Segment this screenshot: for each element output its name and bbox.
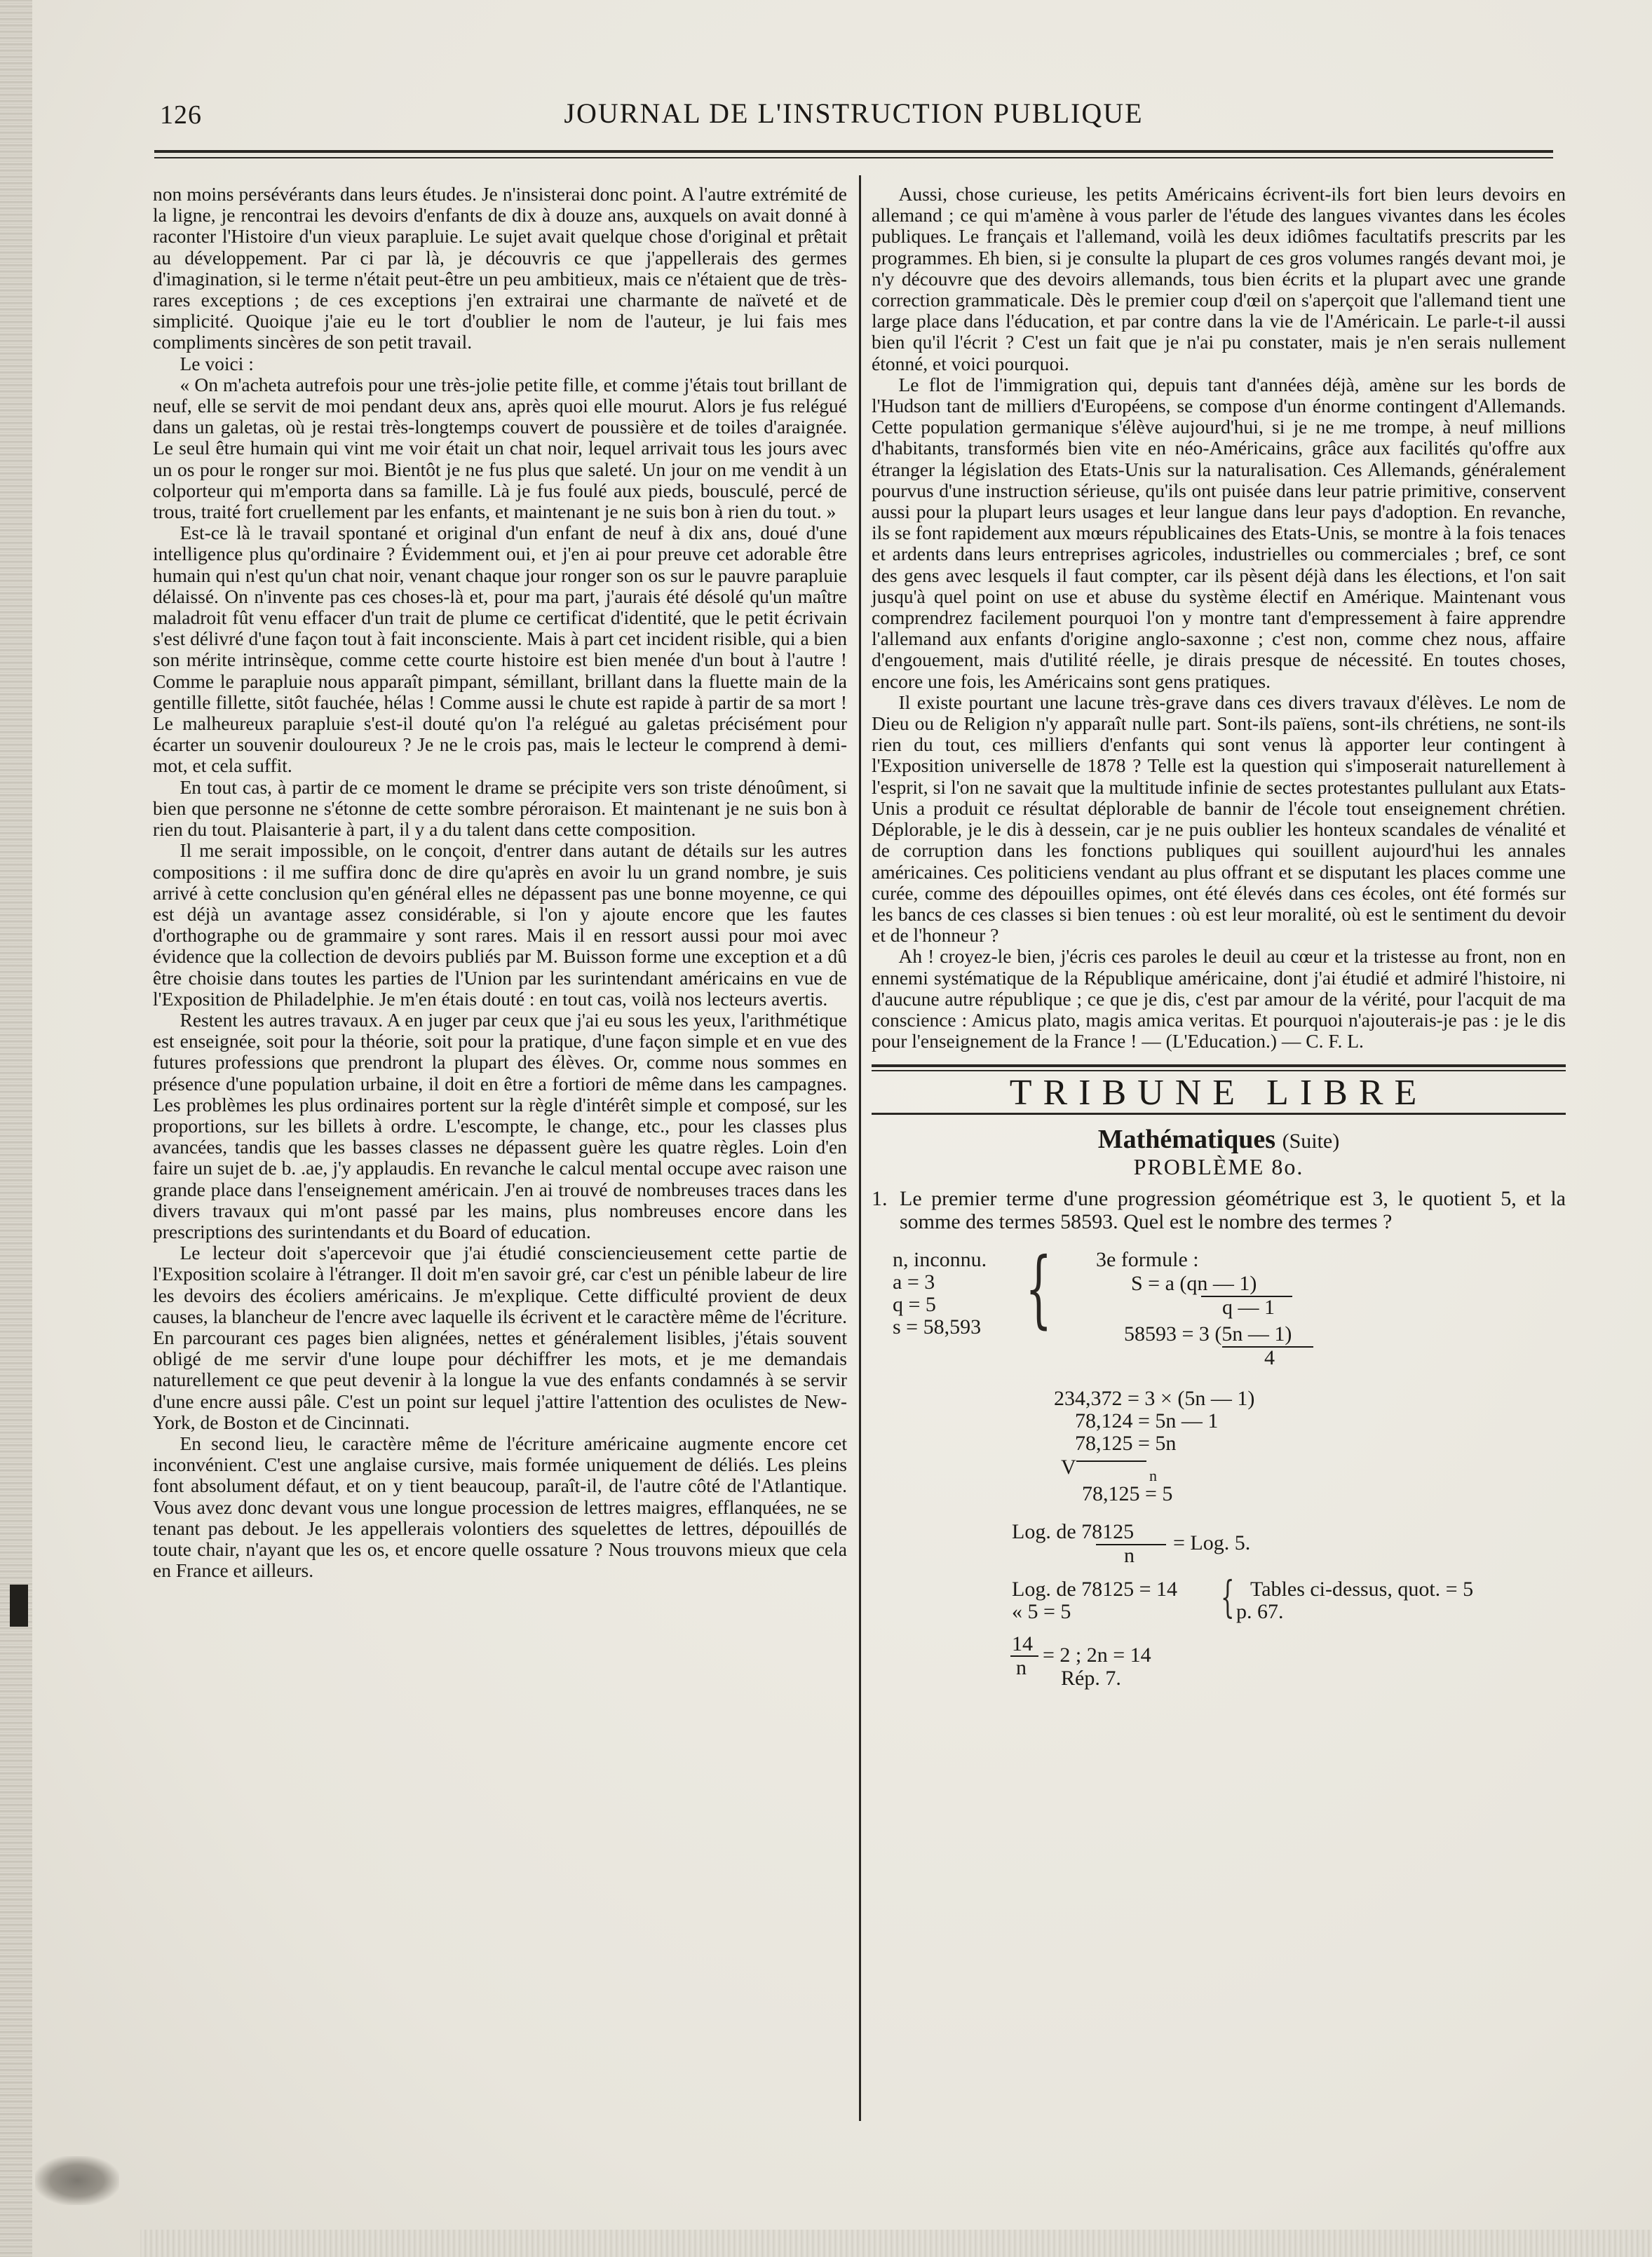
problem-number: 1. <box>872 1186 888 1210</box>
log-a-den: n <box>1124 1543 1135 1567</box>
log-b-note2: p. 67. <box>1236 1599 1284 1623</box>
paragraph: Le lecteur doit s'apercevoir que j'ai étudié consciencieusement cette partie de l'Exposition scolaire à l'étranger. Il doit m'en savoir gré, car c'est un pénible labeur de lire les devoirs des écoliers américains. Je m'explique. Cette difficulté provient de deux causes, la blancheur de l'encre avec laquelle ils écrivent et le caractère même de l'écriture. En parcourant ces pages bien alignées, nettes et généralement lisibles, j'étais souvent obligé de me servir d'une loupe pour déchiffrer les mots, et je me demandais naturellement ce que peut devenir à la longue la vue des enfants condamnés à se servir d'une encre aussi pâle. C'est un point sur lequel j'attire l'attention des oculistes de New-York, de Boston et de Cincinnati. <box>153 1242 847 1433</box>
header-rule <box>154 150 1553 158</box>
page-number: 126 <box>160 100 202 130</box>
paragraph: Ah ! croyez-le bien, j'écris ces paroles le deuil au cœur et la tristesse au front, non en ennemi systématique de la République américaine, dont j'ai étudié et admiré l'histoire, ni d'aucune autre république ; ce que je dis, c'est par amour de la vérité, pour l'acquit de ma conscience : Amicus plato, magis amica veritas. Et pourquoi n'ajouterais-je pas : je le dis pour l'enseignement de la France ! — (L'Education.) — C. F. L. <box>872 945 1566 1052</box>
section-title-text: Mathématiques <box>1097 1124 1276 1154</box>
paragraph: Il me serait impossible, on le conçoit, d'entrer dans autant de détails sur les autres compositions : il me suffira donc de dire qu'après en avoir lu un grand nombre, je suis arrivé à cette conclusion qu'en général elles ne dépassent pas une bonne moyenne, ce qui est déjà un avantage assez considérable, si l'on y ajoute encore que les fautes d'orthographe ou de grammaire y sont rares. Mais il en ressort aussi pour moi avec évidence que la collection de devoirs publiés par M. Buisson forme une exception et a dû être choisie dans toutes les parties de l'Union par les surintendant américains en vue de l'Exposition de Philadelphie. Je m'en étais douté : en tout cas, voilà nos lecteurs avertis. <box>153 839 847 1010</box>
binding-edge <box>0 0 32 2257</box>
substitution: 58593 = 3 (5n — 1) <box>1124 1322 1292 1346</box>
paragraph: Aussi, chose curieuse, les petits Américains écrivent-ils fort bien leurs devoirs en allemand ; ce qui m'amène à vous parler de l'étude des langues vivantes dans les écoles publiques. Le français et l'allemand, voilà les deux idiômes facultatifs prescrits par les programmes. Eh bien, si je consulte la plupart de ces gros volumes rangés devant moi, je n'y découvre que des devoirs allemands, tous bien écrits et la plupart avec une grande correction grammaticale. Dès le premier coup d'œil on s'aperçoit que l'allemand tient une large place dans l'éducation, et par contre dans la vie de l'Américain. Le parle-t-il aussi bien qu'il l'écrit ? C'est un fait que je n'ai pu constater, mais je n'en serais nullement étonné, et voici pourquoi. <box>872 183 1566 374</box>
step-1: 234,372 = 3 × (5n — 1) <box>1054 1386 1255 1410</box>
paragraph: En tout cas, à partir de ce moment le drame se précipite vers son triste dénoûment, si bien que personne ne s'étonne de cette sombre péroraison. Et maintenant je ne suis bon à rien du tout. Plaisanterie à part, il y a du talent dans cette composition. <box>153 775 847 841</box>
substitution-den: 4 <box>1264 1346 1275 1369</box>
margin-mark <box>10 1585 28 1627</box>
paragraph: Le flot de l'immigration qui, depuis tant d'années déjà, amène sur les bords de l'Hudson tant de milliers d'Européens, se compose d'un énorme contingent d'Allemands. Cette population germanique s'élève aujourd'hui, si je ne me trompe, à neuf millions d'habitants, transformés bien vite en néo-Américains, grâce aux facilités qu'offre aux étranger la législation des Etats-Unis sur la naturalisation. Ces Allemands, généralement pourvus d'une instruction sérieuse, qu'ils ont puisée dans leur patrie primitive, conservent aussi pour la plupart leurs usages et leur langue dans leur pays d'adoption. En revanche, ils se font rapidement aux mœurs républicaines des Etats-Unis, se montre à la fois tenaces et ardents dans leurs entreprises agricoles, industrielles ou commerciales ; bref, ce sont des gens avec lesquels il faut compter, car ils pèsent déjà dans les élections, et l'on sait jusqu'à quel point on use et abuse du système électif en Amérique. Maintenant vous comprendrez facilement pourquoi l'on y montre tant d'empressement à faire apprendre l'allemand aux enfants d'origine anglo-saxonne ; c'est non, comme chez nous, affaire d'engouement, mais d'utilité réelle, je dirais presque de nécessité. En toutes choses, encore une fois, les Américains sont gens pratiques. <box>872 373 1566 692</box>
final-frac-num: 14 <box>1012 1632 1033 1655</box>
paragraph: « On m'acheta autrefois pour une très-jolie petite fille, et comme j'étais tout brillant de neuf, elle se servit de moi pendant deux ans, après quoi elle mourut. Alors je fus relégué dans un galetas, où je restai très-longtemps couvert de poussière et de toiles d'araignée. Le seul être humain qui vint me voir était un chat noir, lequel arrivait tous les jours avec un os pour le ronger sur moi. Bientôt je ne fus plus que saleté. Un jour on me vendit à un colporteur qui m'emporta dans sa famille. Là je fus foulé aux pieds, bousculé, percé de trous, traité fort cruellement par les enfants, et maintenant je ne suis bon à rien du tout. » <box>153 373 847 523</box>
section-separator <box>872 1064 1566 1071</box>
formula-lhs: S = a (qn — 1) <box>1131 1271 1257 1295</box>
paragraph: non moins persévérants dans leurs études. Je n'insisterai donc point. A l'autre extrémité de la ligne, je rencontrai les devoirs d'enfants de dix à douze ans, auxquels on avait donné à raconter l'Histoire d'un vieux parapluie. Le sujet avait quelque chose d'original et prêtait au développement. Par ci par là, je découvris ce que j'appellerais des germes d'imagination, si le terme n'était peut-être un peu ambitieux, mais ce n'étaient que de très-rares exceptions ; de ces exceptions j'en extrairai une charmante de naïveté et de simplicité. Quoique j'aie eu le tort d'oublier le nom de l'auteur, je lui fais mes compliments sincères de son petit travail. <box>153 183 847 353</box>
formula-label: 3e formule : <box>1096 1247 1199 1271</box>
journal-title: JOURNAL DE L'INSTRUCTION PUBLIQUE <box>564 97 1144 129</box>
given-n: n, inconnu. <box>893 1247 987 1271</box>
formula-den: q — 1 <box>1222 1295 1275 1319</box>
step-2: 78,124 = 5n — 1 <box>1075 1409 1219 1432</box>
given-q: q = 5 <box>893 1292 936 1316</box>
root-symbol: V <box>1061 1455 1076 1479</box>
problem-title: PROBLÈME 8o. <box>1133 1153 1304 1179</box>
final-frac-den: n <box>1016 1655 1027 1679</box>
problem-statement <box>872 1187 1566 1233</box>
column-divider <box>859 175 861 2121</box>
log-b-line2: « 5 = 5 <box>1012 1599 1071 1623</box>
ink-stain <box>35 2156 119 2205</box>
paragraph: En second lieu, le caractère même de l'écriture américaine augmente encore cet inconvénient. C'est une anglaise cursive, mais formée uniquement de déliés. Les pleins font absolument défaut, et on y tient beaucoup, paraît-il, de l'autre côté de l'Atlantique. Vous avez donc devant vous une longue procession de lettres maigres, efflanquées, ne se tenant pas debout. Je les appellerais volontiers des squelettes de lettres, dépouillés de toute chair, n'ayant que les os, et encore quelle ossature ? Nous trouvons mieux que cela en France et ailleurs. <box>153 1432 847 1582</box>
math-solution <box>872 1233 1566 1682</box>
given-brace: { <box>1025 1240 1052 1338</box>
log-b-line1: Log. de 78125 = 14 <box>1012 1577 1178 1601</box>
left-column <box>153 184 847 1581</box>
section-suite: (Suite) <box>1282 1129 1340 1153</box>
paragraph: Il existe pourtant une lacune très-grave dans ces divers travaux d'élèves. Le nom de Dieu ou de Religion n'y apparaît nulle part. Sont-ils païens, sont-ils chrétiens, ne sont-ils rien du tout, ces milliers d'enfants qui sont venus là apporter leur contingent à l'Exposition universelle de 1878 ? Telle est la question qui s'imposerait naturellement à l'esprit, si l'on ne savait que la multitude infinie de sectes protestantes pullulant aux Etats-Unis a produit ce résultat déplorable de bannir de l'école tout enseignement chrétien. Déplorable, je le dis à dessein, car je ne puis oublier les honteux scandales de vénalité et de corruption dans les fonctions publiques qui souillent aujourd'hui les annales américaines. Ces politiciens vendant au plus offrant et se disputant les places comme une curée, comme des dépouilles opimes, ont été élevés dans ces écoles, ont été formés sur les bancs de ces classes si bien tenues : où est leur moralité, où est le sentiment du devoir et de l'honneur ? <box>872 691 1566 947</box>
answer: Rép. 7. <box>1061 1666 1121 1690</box>
log-b-note1: Tables ci-dessus, quot. = 5 <box>1250 1577 1474 1601</box>
given-a: a = 3 <box>893 1270 935 1294</box>
root-index: n <box>1149 1466 1157 1484</box>
right-column <box>872 184 1566 1689</box>
final-equation: = 2 ; 2n = 14 <box>1043 1643 1151 1667</box>
bottom-edge <box>140 2230 1652 2257</box>
page-header <box>154 97 1553 139</box>
paragraph: Le voici : <box>180 352 254 374</box>
log-b-brace: { <box>1220 1571 1235 1622</box>
log-a-left: Log. de 78125 <box>1012 1519 1135 1543</box>
step-4: 78,125 = 5 <box>1082 1482 1173 1505</box>
root-bar <box>1076 1460 1146 1462</box>
log-a-right: = Log. 5. <box>1173 1531 1251 1554</box>
tribune-heading: TRIBUNE LIBRE <box>1009 1073 1428 1113</box>
paragraph: Restent les autres travaux. A en juger par ceux que j'ai eu sous les yeux, l'arithmétique est enseignée, soit pour la théorie, soit pour la pratique, d'une façon simple et en vue des futures professions que prendront la plupart des élèves. Or, comme nous sommes en présence d'une population urbaine, il doit en être a fortiori de même dans les campagnes. Les problèmes les plus ordinaires portent sur la règle d'intérêt simple et composé, sur les proportions, sur les billets à ordre. L'escompte, le change, etc., pour les classes plus avancées, tandis que les basses classes ne dépassent guère les quatre règles. Loin d'en faire un sujet de b. .ae, j'y applaudis. En revanche le calcul mental occupe avec raison une grande place dans l'enseignement américain. J'en ai trouvé de nombreuses traces dans les divers travaux qui m'ont passé par les mains, plus nombreuses encore dans les prescriptions des surintendants et du Board of education. <box>153 1008 847 1242</box>
paragraph: Est-ce là le travail spontané et original d'un enfant de neuf à dix ans, doué d'une intelligence plus qu'ordinaire ? Évidemment oui, et j'en ai pour preuve cet adorable être humain qui n'est qu'un chat noir, venant chaque jour ronger son os sur le pauvre parapluie délaissé. On n'invente pas ces choses-là et, pour ma part, j'aurais été désolé qu'un maître maladroit fût venu effacer d'un trait de plume ce certificat d'identité, que le petit écrivain s'est délivré d'une façon tout à fait inconsciente. Mais à part cet incident risible, qui a bien son mérite intrinsèque, comme cette courte histoire est bien menée d'un bout à l'autre ! Comme le parapluie nous apparaît pimpant, sémillant, brillant dans la fluette main de la gentille fillette, sitôt fauchée, hélas ! Comme aussi le chute est rapide à partir de sa mort ! Le malheureux parapluie s'est-il douté qu'on l'a relégué au galetas précisément pour écarter un souvenir douloureux ? Je ne le crois pas, mais le lecteur le comprend à demi-mot, et cela suffit. <box>153 522 847 777</box>
problem-text: Le premier terme d'une progression géométrique est 3, le quotient 5, et la somme des termes 58593. Quel est le nombre des termes ? <box>900 1186 1566 1233</box>
step-3: 78,125 = 5n <box>1075 1431 1177 1455</box>
section-title <box>872 1124 1566 1154</box>
given-s: s = 58,593 <box>893 1315 982 1338</box>
